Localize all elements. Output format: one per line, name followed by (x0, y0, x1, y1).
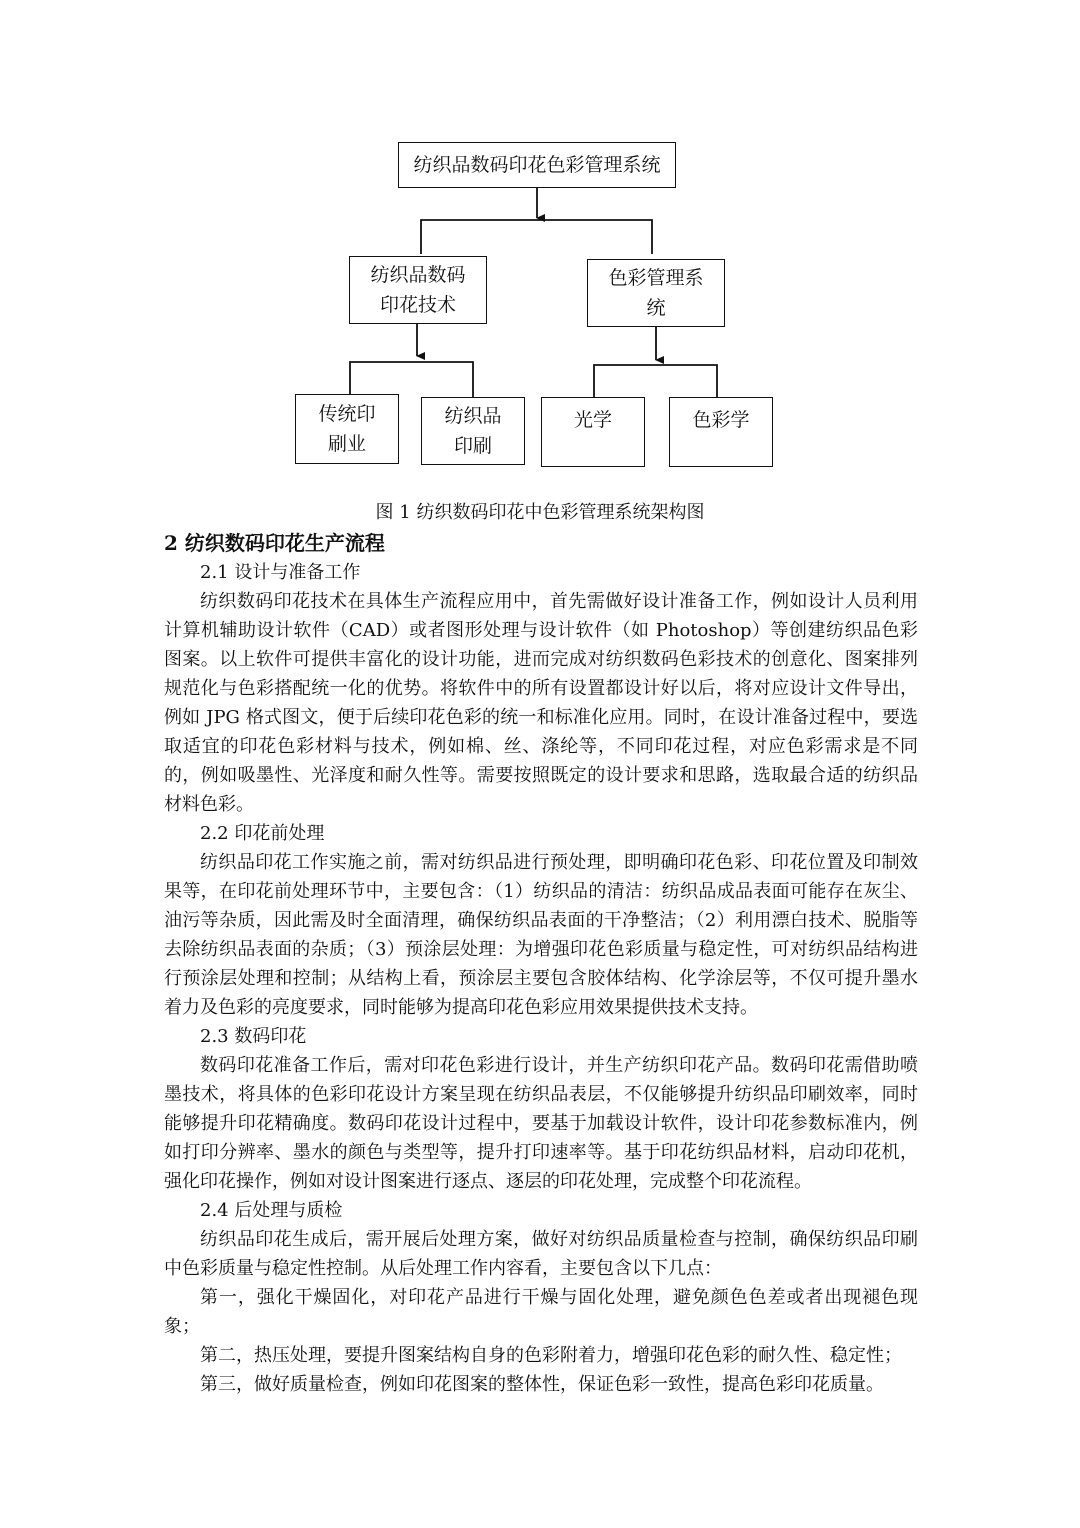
node-traditional-printing-line1: 传统印 (318, 403, 376, 425)
connector-tech-branch (350, 362, 473, 397)
paragraph-posttreatment: 纺织品印花生成后，需开展后处理方案，做好对纺织品质量检查与控制，确保纺织品印刷中色彩质量与稳定性控制。从后处理工作内容看，主要包含以下几点： (164, 1229, 918, 1279)
node-optics (541, 397, 645, 467)
node-printing-tech (349, 256, 487, 324)
section-heading: 2 纺织数码印花生产流程 (164, 531, 385, 555)
paragraph-point-2: 第二，热压处理，要提升图案结构自身的色彩附着力，增强印花色彩的耐久性、稳定性； (200, 1345, 902, 1366)
node-color-management-line1: 色彩管理系 (608, 267, 704, 289)
node-root-label: 纺织品数码印花色彩管理系统 (413, 154, 661, 176)
node-color-management (587, 259, 725, 327)
figure-caption: 图 1 纺织数码印花中色彩管理系统架构图 (375, 502, 705, 523)
architecture-diagram (0, 0, 1080, 500)
node-textile-printing-line1: 纺织品 (444, 405, 502, 427)
node-color-science-label: 色彩学 (692, 409, 750, 431)
paragraph-design: 纺织数码印花技术在具体生产流程应用中，首先需做好设计准备工作，例如设计人员利用计算机辅助设计软件（CAD）或者图形处理与设计软件（如 Photoshop）等创建纺织品色彩图案。以上软件可提供丰富化的设计功能，进而完成对纺织数码色彩技术的创意化、图案排列规范化与色彩搭配统一化的优势。将软件中的所有设置都设计好以后，将对应设计文件导出，例如 JPG 格式图文，便于后续印花色彩的统一和标准化应用。同时，在设计准备过程中，要选取适宜的印花色彩材料与技术，例如棉、丝、涤纶等，不同印花过程，对应色彩需求是不同的，例如吸墨性、光泽度和耐久性等。需要按照既定的设计要求和思路，选取最合适的纺织品材料色彩。 (164, 591, 918, 815)
connector-color-branch (594, 365, 717, 397)
connector-root-branch (421, 220, 652, 254)
node-color-science (669, 397, 773, 467)
node-traditional-printing (295, 394, 399, 464)
subsection-heading-2-1: 2.1 设计与准备工作 (200, 562, 361, 583)
paragraph-point-3: 第三，做好质量检查，例如印花图案的整体性，保证色彩一致性，提高色彩印花质量。 (200, 1374, 884, 1395)
node-printing-tech-line1: 纺织品数码 (370, 264, 466, 286)
node-color-management-line2: 统 (646, 297, 666, 319)
node-root (398, 142, 676, 188)
node-textile-printing-line2: 印刷 (453, 435, 492, 457)
node-printing-tech-line2: 印花技术 (379, 294, 456, 316)
subsection-heading-2-4: 2.4 后处理与质检 (200, 1200, 343, 1221)
paragraph-digital-printing: 数码印花准备工作后，需对印花色彩进行设计，并生产纺织印花产品。数码印花需借助喷墨技术，将具体的色彩印花设计方案呈现在纺织品表层，不仅能够提升纺织品印刷效率，同时能够提升印花精确度。数码印花设计过程中，要基于加载设计软件，设计印花参数标准内，例如打印分辨率、墨水的颜色与类型等，提升打印速率等。基于印花纺织品材料，启动印花机，强化印花操作，例如对设计图案进行逐点、逐层的印花处理，完成整个印花流程。 (164, 1055, 918, 1192)
diagram-connectors (0, 0, 1080, 500)
paragraph-point-1: 第一，强化干燥固化，对印花产品进行干燥与固化处理，避免颜色色差或者出现褪色现象； (164, 1287, 918, 1337)
node-optics-label: 光学 (573, 409, 612, 431)
subsection-heading-2-2: 2.2 印花前处理 (200, 823, 325, 844)
node-textile-printing (421, 397, 525, 465)
subsection-heading-2-3: 2.3 数码印花 (200, 1026, 307, 1047)
paragraph-pretreatment: 纺织品印花工作实施之前，需对纺织品进行预处理，即明确印花色彩、印花位置及印制效果等，在印花前处理环节中，主要包含：（1）纺织品的清洁：纺织品成品表面可能存在灰尘、油污等杂质，因此需及时全面清理，确保纺织品表面的干净整洁；（2）利用漂白技术、脱脂等去除纺织品表面的杂质；（3）预涂层处理：为增强印花色彩质量与稳定性，可对纺织品结构进行预涂层处理和控制；从结构上看，预涂层主要包含胶体结构、化学涂层等，不仅可提升墨水着力及色彩的亮度要求，同时能够为提高印花色彩应用效果提供技术支持。 (164, 852, 918, 1018)
section-body (164, 528, 918, 1399)
node-traditional-printing-line2: 刷业 (327, 433, 366, 455)
